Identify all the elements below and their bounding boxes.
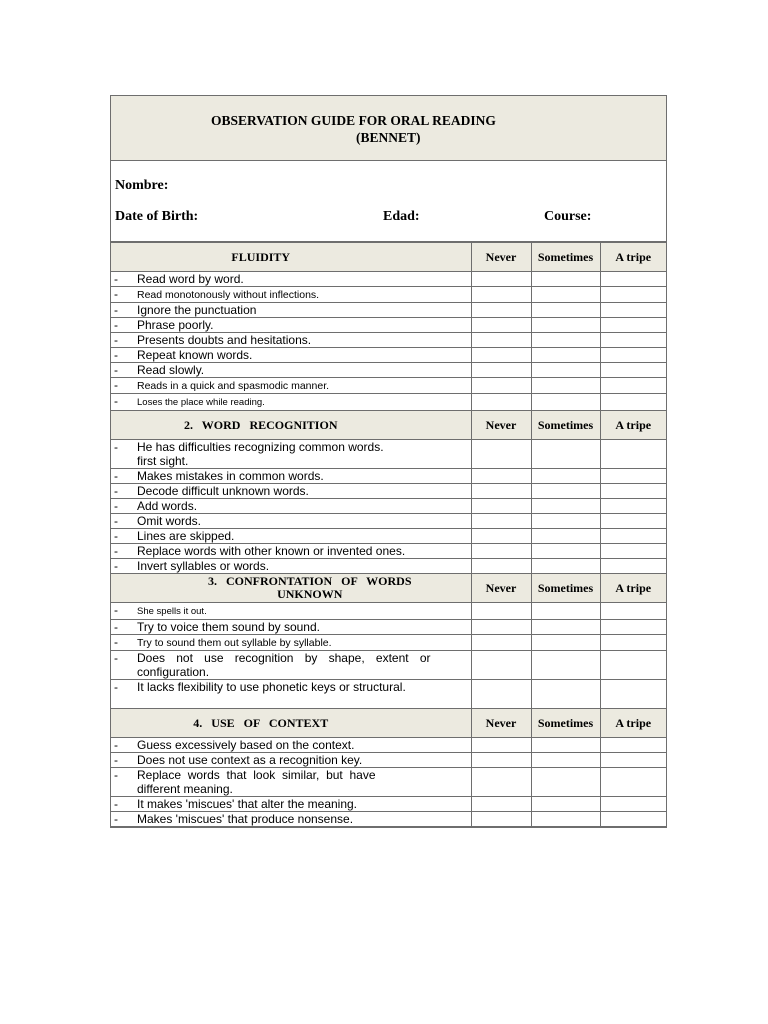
criterion-row: - Presents doubts and hesitations.: [111, 333, 666, 348]
criterion-text: He has difficulties recognizing common words. first sight.: [137, 440, 384, 468]
a-tripe-checkbox-cell[interactable]: [600, 484, 666, 499]
criterion-row: - Does not use context as a recognition key.: [111, 753, 666, 768]
sometimes-checkbox-cell[interactable]: [531, 768, 600, 797]
never-checkbox-cell[interactable]: [471, 603, 531, 620]
never-checkbox-cell[interactable]: [471, 620, 531, 635]
criterion-text: Read word by word.: [137, 272, 244, 286]
criterion-text: Read monotonously without inflections.: [137, 289, 320, 301]
sometimes-column-header: Sometimes: [531, 243, 600, 272]
sometimes-checkbox-cell[interactable]: [531, 603, 600, 620]
sometimes-checkbox-cell[interactable]: [531, 348, 600, 363]
a-tripe-checkbox-cell[interactable]: [600, 603, 666, 620]
sometimes-checkbox-cell[interactable]: [531, 287, 600, 303]
criterion-text: Invert syllables or words.: [137, 559, 270, 573]
a-tripe-checkbox-cell[interactable]: [600, 514, 666, 529]
never-checkbox-cell[interactable]: [471, 363, 531, 378]
criterion-row: - Invert syllables or words.: [111, 559, 666, 574]
sometimes-checkbox-cell[interactable]: [531, 378, 600, 394]
never-checkbox-cell[interactable]: [471, 680, 531, 709]
name-label: Nombre:: [115, 178, 169, 193]
sometimes-checkbox-cell[interactable]: [531, 394, 600, 411]
never-column-header: Never: [471, 574, 531, 603]
section-header: [111, 709, 666, 738]
criterion-text: Guess excessively based on the context.: [137, 738, 355, 752]
never-column-header: Never: [471, 709, 531, 738]
a-tripe-checkbox-cell[interactable]: [600, 635, 666, 651]
never-checkbox-cell[interactable]: [471, 469, 531, 484]
criterion-text: She spells it out.: [137, 606, 207, 617]
criterion-text: Repeat known words.: [137, 348, 253, 362]
criterion-row: - Makes mistakes in common words.: [111, 469, 666, 484]
a-tripe-checkbox-cell[interactable]: [600, 529, 666, 544]
sometimes-checkbox-cell[interactable]: [531, 440, 600, 469]
criterion-text: Does not use context as a recognition key.: [137, 753, 363, 767]
sometimes-checkbox-cell[interactable]: [531, 544, 600, 559]
course-label: Course:: [544, 209, 592, 224]
form-title: OBSERVATION GUIDE FOR ORAL READING: [211, 113, 496, 128]
sometimes-checkbox-cell[interactable]: [531, 680, 600, 709]
a-tripe-checkbox-cell[interactable]: [600, 440, 666, 469]
criterion-row: - It lacks flexibility to use phonetic keys or structural.: [111, 680, 666, 709]
sometimes-checkbox-cell[interactable]: [531, 469, 600, 484]
criterion-text: Ignore the punctuation: [137, 303, 257, 317]
sometimes-checkbox-cell[interactable]: [531, 363, 600, 378]
criterion-text: It makes 'miscues' that alter the meaning.: [137, 797, 358, 811]
never-checkbox-cell[interactable]: [471, 753, 531, 768]
criterion-text: Does not use recognition by shape, extent or configuration.: [137, 651, 431, 679]
criterion-text: Add words.: [137, 499, 198, 513]
criterion-row: - Try to voice them sound by sound.: [111, 620, 666, 635]
student-info: [111, 161, 666, 242]
sometimes-checkbox-cell[interactable]: [531, 333, 600, 348]
a-tripe-checkbox-cell[interactable]: [600, 287, 666, 303]
criterion-text: Read slowly.: [137, 363, 205, 377]
observation-form: [110, 95, 667, 828]
a-tripe-checkbox-cell[interactable]: [600, 559, 666, 574]
criterion-text: It lacks flexibility to use phonetic keys or structural.: [137, 680, 406, 694]
criterion-row: - Replace words with other known or invented ones.: [111, 544, 666, 559]
never-checkbox-cell[interactable]: [471, 738, 531, 753]
criterion-text: Replace words that look similar, but have different meaning.: [137, 768, 376, 796]
a-tripe-checkbox-cell[interactable]: [600, 620, 666, 635]
section-header: [111, 243, 666, 272]
criterion-row: - Replace words that look similar, but have different meaning.: [111, 768, 666, 797]
sometimes-checkbox-cell[interactable]: [531, 318, 600, 333]
a-tripe-column-header: A tripe: [600, 411, 666, 440]
never-checkbox-cell[interactable]: [471, 544, 531, 559]
never-checkbox-cell[interactable]: [471, 484, 531, 499]
section-title: 2. WORD RECOGNITION: [111, 411, 471, 440]
never-checkbox-cell[interactable]: [471, 812, 531, 827]
never-checkbox-cell[interactable]: [471, 287, 531, 303]
sometimes-checkbox-cell[interactable]: [531, 753, 600, 768]
sometimes-checkbox-cell[interactable]: [531, 529, 600, 544]
criterion-text: Phrase poorly.: [137, 318, 214, 332]
criterion-row: - It makes 'miscues' that alter the meaning.: [111, 797, 666, 812]
a-tripe-checkbox-cell[interactable]: [600, 469, 666, 484]
a-tripe-checkbox-cell[interactable]: [600, 680, 666, 709]
never-checkbox-cell[interactable]: [471, 559, 531, 574]
form-title-box: [111, 96, 666, 161]
sometimes-column-header: Sometimes: [531, 709, 600, 738]
never-checkbox-cell[interactable]: [471, 378, 531, 394]
date-of-birth-label: Date of Birth:: [115, 209, 199, 224]
criterion-text: Replace words with other known or invented ones.: [137, 544, 406, 558]
never-checkbox-cell[interactable]: [471, 394, 531, 411]
never-checkbox-cell[interactable]: [471, 303, 531, 318]
never-checkbox-cell[interactable]: [471, 514, 531, 529]
section-header: [111, 411, 666, 440]
criterion-text: Try to voice them sound by sound.: [137, 620, 320, 634]
a-tripe-checkbox-cell[interactable]: [600, 797, 666, 812]
sometimes-checkbox-cell[interactable]: [531, 797, 600, 812]
criterion-row: - Read monotonously without inflections.: [111, 287, 666, 303]
section-title: 3. CONFRONTATION OF WORDS UNKNOWN: [111, 574, 471, 603]
a-tripe-checkbox-cell[interactable]: [600, 348, 666, 363]
never-checkbox-cell[interactable]: [471, 529, 531, 544]
a-tripe-column-header: A tripe: [600, 709, 666, 738]
never-checkbox-cell[interactable]: [471, 768, 531, 797]
criterion-text: Omit words.: [137, 514, 202, 528]
criterion-row: - Omit words.: [111, 514, 666, 529]
criterion-text: Makes mistakes in common words.: [137, 469, 324, 483]
sometimes-checkbox-cell[interactable]: [531, 738, 600, 753]
a-tripe-checkbox-cell[interactable]: [600, 378, 666, 394]
a-tripe-checkbox-cell[interactable]: [600, 544, 666, 559]
criterion-row: - Reads in a quick and spasmodic manner.: [111, 378, 666, 394]
never-column-header: Never: [471, 243, 531, 272]
never-checkbox-cell[interactable]: [471, 333, 531, 348]
a-tripe-checkbox-cell[interactable]: [600, 318, 666, 333]
sometimes-column-header: Sometimes: [531, 574, 600, 603]
a-tripe-checkbox-cell[interactable]: [600, 272, 666, 287]
criterion-row: - Read word by word.: [111, 272, 666, 287]
criterion-row: - Does not use recognition by shape, extent or configuration.: [111, 651, 666, 680]
never-checkbox-cell[interactable]: [471, 318, 531, 333]
sometimes-checkbox-cell[interactable]: [531, 272, 600, 287]
a-tripe-checkbox-cell[interactable]: [600, 753, 666, 768]
form-subtitle: (BENNET): [356, 130, 421, 145]
section-header: [111, 574, 666, 603]
never-checkbox-cell[interactable]: [471, 797, 531, 812]
criterion-row: - Lines are skipped.: [111, 529, 666, 544]
a-tripe-checkbox-cell[interactable]: [600, 812, 666, 827]
never-column-header: Never: [471, 411, 531, 440]
a-tripe-checkbox-cell[interactable]: [600, 333, 666, 348]
criterion-text: Loses the place while reading.: [137, 397, 265, 408]
sometimes-checkbox-cell[interactable]: [531, 651, 600, 680]
criterion-row: - Try to sound them out syllable by syllable.: [111, 635, 666, 651]
never-checkbox-cell[interactable]: [471, 272, 531, 287]
criterion-row: - Add words.: [111, 499, 666, 514]
sometimes-checkbox-cell[interactable]: [531, 499, 600, 514]
a-tripe-checkbox-cell[interactable]: [600, 499, 666, 514]
sometimes-checkbox-cell[interactable]: [531, 559, 600, 574]
never-checkbox-cell[interactable]: [471, 348, 531, 363]
section-title: 4. USE OF CONTEXT: [111, 709, 471, 738]
a-tripe-column-header: A tripe: [600, 243, 666, 272]
a-tripe-column-header: A tripe: [600, 574, 666, 603]
criterion-row: - Repeat known words.: [111, 348, 666, 363]
a-tripe-checkbox-cell[interactable]: [600, 768, 666, 797]
never-checkbox-cell[interactable]: [471, 635, 531, 651]
sometimes-checkbox-cell[interactable]: [531, 303, 600, 318]
criterion-row: - Phrase poorly.: [111, 318, 666, 333]
sometimes-checkbox-cell[interactable]: [531, 514, 600, 529]
sometimes-column-header: Sometimes: [531, 411, 600, 440]
a-tripe-checkbox-cell[interactable]: [600, 303, 666, 318]
sometimes-checkbox-cell[interactable]: [531, 635, 600, 651]
sometimes-checkbox-cell[interactable]: [531, 812, 600, 827]
a-tripe-checkbox-cell[interactable]: [600, 363, 666, 378]
checklist-table: [111, 242, 666, 827]
section-title: FLUIDITY: [111, 243, 471, 272]
criterion-text: Makes 'miscues' that produce nonsense.: [137, 812, 354, 826]
criterion-text: Try to sound them out syllable by syllable.: [137, 637, 332, 649]
sometimes-checkbox-cell[interactable]: [531, 484, 600, 499]
a-tripe-checkbox-cell[interactable]: [600, 738, 666, 753]
criterion-row: - He has difficulties recognizing common words. first sight.: [111, 440, 666, 469]
never-checkbox-cell[interactable]: [471, 499, 531, 514]
criterion-row: - She spells it out.: [111, 603, 666, 620]
criterion-row: - Ignore the punctuation: [111, 303, 666, 318]
criterion-row: - Loses the place while reading.: [111, 394, 666, 411]
criterion-text: Presents doubts and hesitations.: [137, 333, 312, 347]
never-checkbox-cell[interactable]: [471, 651, 531, 680]
criterion-row: - Read slowly.: [111, 363, 666, 378]
sometimes-checkbox-cell[interactable]: [531, 620, 600, 635]
a-tripe-checkbox-cell[interactable]: [600, 394, 666, 411]
never-checkbox-cell[interactable]: [471, 440, 531, 469]
criterion-row: - Makes 'miscues' that produce nonsense.: [111, 812, 666, 827]
criterion-row: - Decode difficult unknown words.: [111, 484, 666, 499]
age-label: Edad:: [383, 209, 420, 224]
criterion-text: Decode difficult unknown words.: [137, 484, 309, 498]
criterion-text: Lines are skipped.: [137, 529, 235, 543]
criterion-text: Reads in a quick and spasmodic manner.: [137, 380, 330, 392]
criterion-row: - Guess excessively based on the context.: [111, 738, 666, 753]
a-tripe-checkbox-cell[interactable]: [600, 651, 666, 680]
